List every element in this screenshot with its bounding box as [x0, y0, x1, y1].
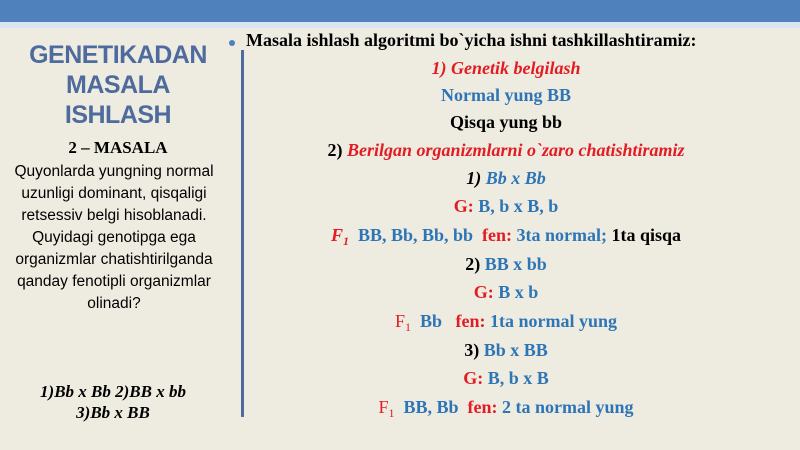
algorithm-heading: Masala ishlash algoritmi bo`yicha ishni tashkillashtiramiz: [246, 30, 697, 50]
cross-1-parents: Bb x Bb [485, 168, 546, 188]
top-accent-bar [0, 0, 800, 22]
cross-3-fen-label: fen: [467, 397, 498, 417]
cross-3-f1-line [246, 397, 766, 421]
cross-1-number: 1) [466, 168, 482, 188]
cross-1-gametes: B, b x B, b [478, 196, 559, 216]
cross-3-number: 3) [464, 340, 480, 360]
cross-1-fen-short: 1ta qisqa [611, 225, 682, 245]
problem-text: Quyonlarda yungning normal uzunligi dominant, qisqaligi retsessiv belgi hisoblanadi. Quyidagi genotipga ega organizmlar chatishtirilganda qanday fenotipli organizmlar olinadi? [14, 163, 214, 312]
cross-3-parents: Bb x BB [483, 340, 548, 360]
cross-1-gamete-label: G: [453, 196, 474, 216]
cross-3-line [246, 340, 766, 361]
cross-list-line-2: 3)Bb x BB [76, 403, 150, 422]
cross-2-gamete-label: G: [473, 282, 494, 302]
cross-2-f-label [394, 311, 411, 334]
bullet-dot-icon [229, 40, 235, 46]
cross-3-f-letter: F [378, 397, 389, 417]
cross-1-f-sub: 1 [342, 234, 349, 248]
cross-1-fen-normal: 3ta normal; [516, 225, 608, 245]
title-line-3: ISHLASH [64, 101, 172, 129]
cross-2-fen-label: fen: [455, 311, 486, 331]
left-panel [0, 28, 236, 450]
cross-3-f-sub: 1 [388, 406, 395, 420]
cross-2-number: 2) [465, 254, 481, 274]
cross-list [0, 381, 226, 423]
cross-3-gametes-line [246, 368, 766, 389]
title-line-2: MASALA [66, 71, 170, 99]
step-1-label: 1) Genetik belgilash [431, 58, 581, 78]
cross-2-gametes: B x b [498, 282, 539, 302]
cross-2-gametes-line [246, 282, 766, 303]
cross-2-f1-line [246, 311, 766, 335]
cross-3-fen: 2 ta normal yung [502, 397, 634, 417]
step-2-line [246, 140, 766, 161]
cross-2-fen: 1ta normal yung [490, 311, 618, 331]
cross-3-f-label [378, 397, 395, 420]
step-2-number: 2) [327, 140, 343, 160]
cross-1-f1-line [246, 225, 766, 249]
slide-title [0, 40, 236, 130]
cross-1-genotypes: BB, Bb, Bb, bb [357, 225, 474, 245]
cross-2-line [246, 254, 766, 275]
cross-2-parents: BB x bb [484, 254, 547, 274]
cross-3-gametes: B, b x B [487, 368, 549, 388]
cross-1-f-letter: F [330, 225, 343, 245]
cross-2-f-sub: 1 [404, 320, 411, 334]
cross-1-fen-label: fen: [482, 225, 513, 245]
cross-2-genotypes: Bb [419, 311, 443, 331]
cross-3-genotypes: BB, Bb [403, 397, 459, 417]
cross-1-line [246, 168, 766, 189]
cross-1-gametes-line [246, 196, 766, 217]
problem-number: 2 – MASALA [68, 138, 168, 157]
cross-list-line-1: 1)Bb x Bb 2)BB x bb [40, 382, 186, 401]
vertical-divider [241, 50, 244, 417]
cross-1-f-label [330, 225, 349, 248]
title-line-1: GENETIKADAN [29, 41, 207, 69]
normal-gene-label: Normal yung BB [440, 85, 572, 105]
cross-3-gamete-label: G: [463, 368, 484, 388]
cross-2-f-letter: F [394, 311, 405, 331]
step-2-text: Berilgan organizmlarni o`zaro chatishtiramiz [346, 140, 685, 160]
short-gene-label: Qisqa yung bb [449, 112, 563, 132]
